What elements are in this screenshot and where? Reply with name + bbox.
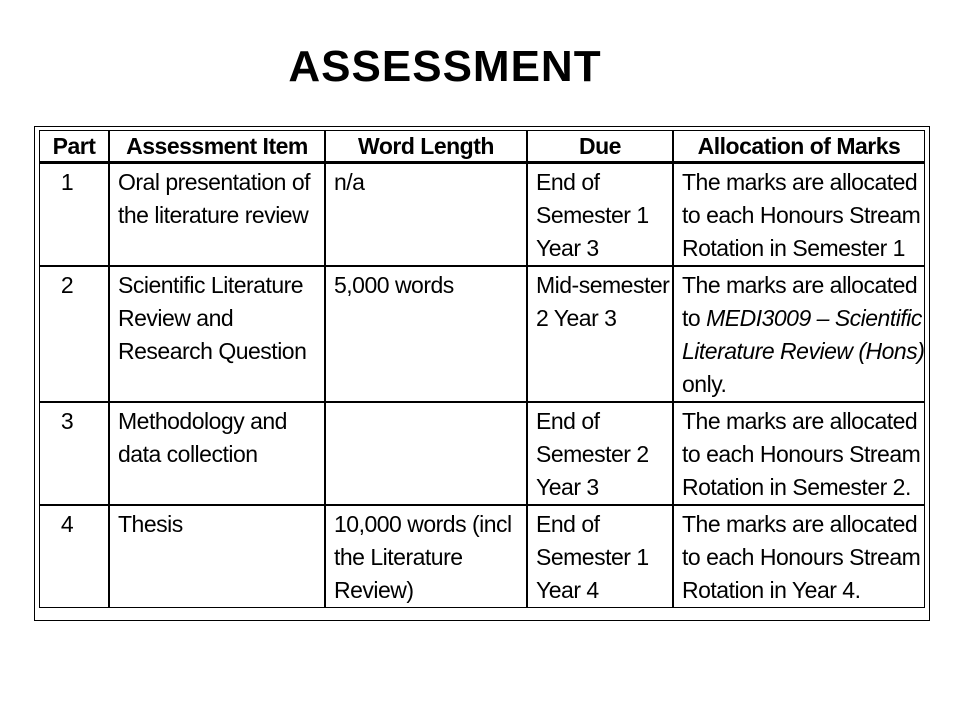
table-frame <box>34 126 930 621</box>
cell-line: only. <box>682 371 727 397</box>
cell-line: Year 3 <box>536 235 599 261</box>
header-part: Part <box>39 130 109 163</box>
table-row <box>39 163 925 266</box>
cell-line: The marks are allocated <box>682 169 918 195</box>
table-row <box>39 266 925 402</box>
cell-assessment-item <box>109 266 325 402</box>
cell-line: Research Question <box>118 338 307 364</box>
cell-line: Year 3 <box>536 474 599 500</box>
cell-assessment-item <box>109 505 325 608</box>
cell-line: the Literature <box>334 544 463 570</box>
cell-line: the literature review <box>118 202 309 228</box>
cell-line: Rotation in Semester 1 <box>682 235 905 261</box>
cell-line: Semester 1 <box>536 202 649 228</box>
cell-line: The marks are allocated <box>682 272 918 298</box>
cell-line: Semester 2 <box>536 441 649 467</box>
cell-line: 5,000 words <box>334 272 454 298</box>
cell-line: End of <box>536 511 600 537</box>
header-word-length: Word Length <box>325 130 527 163</box>
header-row <box>39 130 925 163</box>
cell-line: to each Honours Stream <box>682 441 921 467</box>
header-due: Due <box>527 130 673 163</box>
cell-line: to each Honours Stream <box>682 544 921 570</box>
cell-allocation <box>673 505 925 608</box>
cell-line: End of <box>536 169 600 195</box>
assessment-table <box>39 130 925 608</box>
cell-allocation <box>673 266 925 402</box>
cell-part: 2 <box>39 266 109 402</box>
allocation-prefix: to <box>682 305 707 331</box>
course-name-text: Literature Review (Hons) <box>682 338 925 364</box>
cell-line: Rotation in Semester 2. <box>682 474 911 500</box>
cell-due <box>527 505 673 608</box>
cell-line: End of <box>536 408 600 434</box>
course-code-text: MEDI3009 – Scientific <box>706 305 922 331</box>
header-allocation-of-marks: Allocation of Marks <box>673 130 925 163</box>
cell-line: Review and <box>118 305 234 331</box>
cell-line <box>682 302 922 335</box>
cell-allocation <box>673 163 925 266</box>
cell-line: The marks are allocated <box>682 511 918 537</box>
cell-word-length <box>325 163 527 266</box>
cell-line: Rotation in Year 4. <box>682 577 861 603</box>
cell-assessment-item <box>109 402 325 505</box>
cell-line: data collection <box>118 441 258 467</box>
cell-part: 1 <box>39 163 109 266</box>
cell-word-length <box>325 505 527 608</box>
cell-line: Thesis <box>118 511 183 537</box>
cell-line: Semester 1 <box>536 544 649 570</box>
cell-line: Oral presentation of <box>118 169 311 195</box>
cell-due <box>527 266 673 402</box>
cell-word-length <box>325 402 527 505</box>
cell-line: Scientific Literature <box>118 272 304 298</box>
cell-line: Mid-semester <box>536 272 670 298</box>
cell-due <box>527 163 673 266</box>
cell-part: 4 <box>39 505 109 608</box>
table-row <box>39 402 925 505</box>
cell-line: Methodology and <box>118 408 287 434</box>
cell-line: 2 Year 3 <box>536 305 617 331</box>
cell-line: to each Honours Stream <box>682 202 921 228</box>
cell-word-length <box>325 266 527 402</box>
cell-part: 3 <box>39 402 109 505</box>
slide-title: ASSESSMENT <box>288 42 602 91</box>
header-assessment-item: Assessment Item <box>109 130 325 163</box>
cell-line: The marks are allocated <box>682 408 918 434</box>
cell-due <box>527 402 673 505</box>
cell-line: 10,000 words (incl <box>334 511 512 537</box>
table-row <box>39 505 925 608</box>
cell-allocation <box>673 402 925 505</box>
cell-line: Year 4 <box>536 577 599 603</box>
cell-line: n/a <box>334 169 365 195</box>
cell-assessment-item <box>109 163 325 266</box>
cell-line: Review) <box>334 577 414 603</box>
